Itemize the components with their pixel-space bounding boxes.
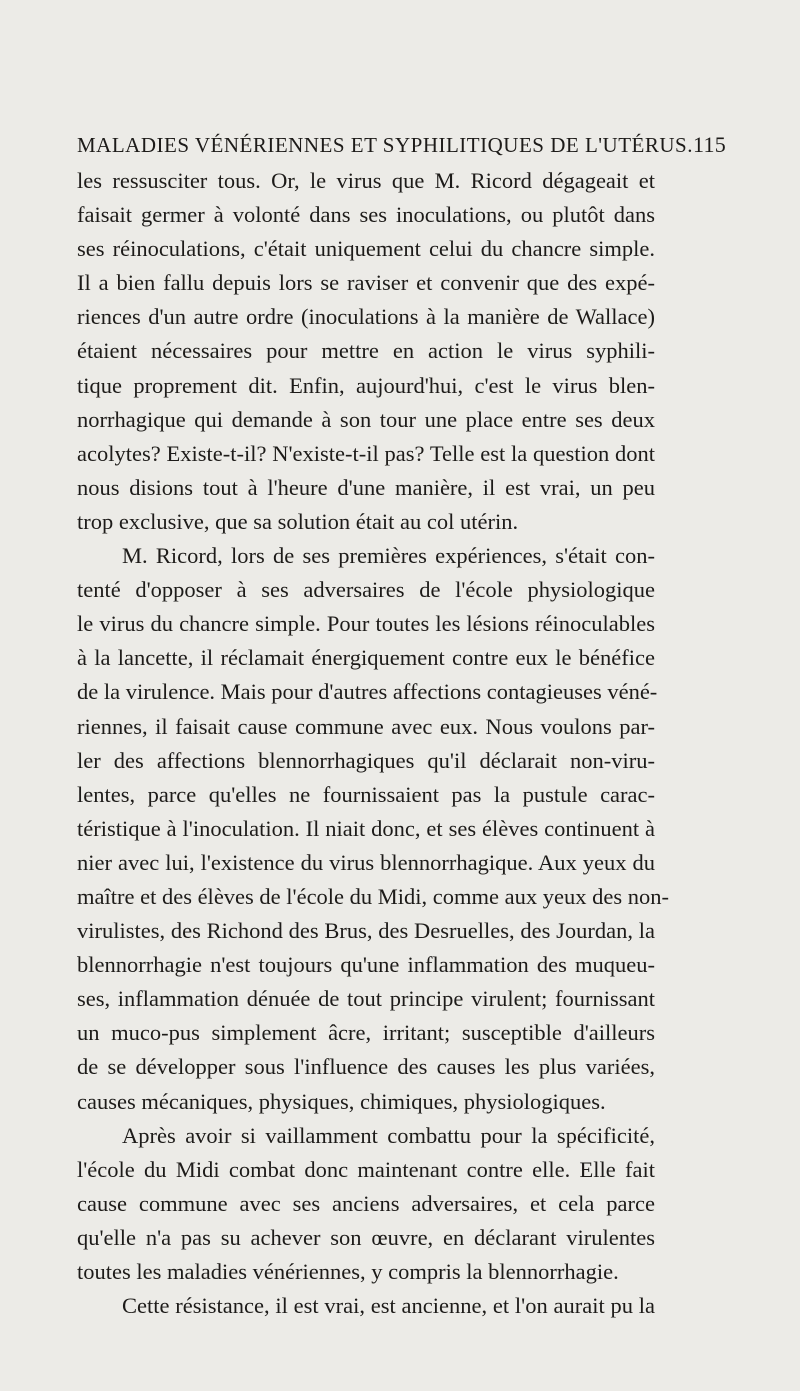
text-line: l'école du Midi combat donc maintenant contre elle. Elle fait	[77, 1156, 655, 1182]
text-line: à la lancette, il réclamait énergiquement contre eux le bénéfice	[77, 645, 655, 671]
text-line: riences d'un autre ordre (inoculations à la manière de Wallace)	[77, 304, 655, 330]
running-title: MALADIES VÉNÉRIENNES ET SYPHILITIQUES DE L'UTÉRUS.	[77, 133, 693, 157]
text-line: les ressusciter tous. Or, le virus que M. Ricord dégageait et	[77, 168, 655, 193]
text-line: étaient nécessaires pour mettre en action le virus syphili-	[77, 338, 655, 364]
text-line: toutes les maladies vénériennes, y compris la blennorrhagie.	[77, 1259, 619, 1284]
body-text	[77, 164, 669, 1323]
text-line: lentes, parce qu'elles ne fournissaient pas la pustule carac-	[77, 781, 655, 807]
text-line: de la virulence. Mais pour d'autres affections contagieuses véné-	[77, 679, 658, 705]
text-line: tenté d'opposer à ses adversaires de l'école physiologique	[77, 577, 655, 603]
text-line: ses, inflammation dénuée de tout principe virulent; fournissant	[77, 986, 655, 1012]
text-line: faisait germer à volonté dans ses inoculations, ou plutôt dans	[77, 202, 655, 228]
text-line: nier avec lui, l'existence du virus blennorrhagique. Aux yeux du	[77, 849, 655, 875]
text-line: le virus du chancre simple. Pour toutes les lésions réinoculables	[77, 611, 655, 637]
text-line: Après avoir si vaillamment combattu pour la spécificité,	[122, 1122, 655, 1148]
text-line: M. Ricord, lors de ses premières expériences, s'était con-	[122, 543, 655, 569]
text-line: un muco-pus simplement âcre, irritant; susceptible d'ailleurs	[77, 1020, 655, 1046]
text-line: norrhagique qui demande à son tour une place entre ses deux	[77, 406, 655, 432]
text-line: cause commune avec ses anciens adversaires, et cela parce	[77, 1190, 655, 1216]
text-line: acolytes? Existe-t-il? N'existe-t-il pas? Telle est la question dont	[77, 440, 655, 466]
running-header	[77, 132, 727, 158]
text-line: maître et des élèves de l'école du Midi, comme aux yeux des non-	[77, 883, 669, 909]
text-line: Il a bien fallu depuis lors se raviser et convenir que des expé-	[77, 270, 655, 296]
text-line: ses réinoculations, c'était uniquement celui du chancre simple.	[77, 236, 655, 262]
text-line: riennes, il faisait cause commune avec eux. Nous voulons par-	[77, 713, 655, 739]
page-number: 115	[692, 132, 727, 157]
text-line: nous disions tout à l'heure d'une manière, il est vrai, un peu	[77, 474, 655, 500]
text-line: virulistes, des Richond des Brus, des Desruelles, des Jourdan, la	[77, 918, 655, 944]
text-line: téristique à l'inoculation. Il niait donc, et ses élèves continuent à	[77, 815, 655, 841]
text-line: de se développer sous l'influence des causes les plus variées,	[77, 1054, 655, 1080]
text-line: blennorrhagie n'est toujours qu'une inflammation des muqueu-	[77, 952, 655, 978]
text-line: qu'elle n'a pas su achever son œuvre, en déclarant virulentes	[77, 1224, 655, 1250]
text-line: tique proprement dit. Enfin, aujourd'hui, c'est le virus blen-	[77, 372, 655, 398]
text-line: causes mécaniques, physiques, chimiques, physiologiques.	[77, 1088, 606, 1114]
text-line: trop exclusive, que sa solution était au col utérin.	[77, 508, 519, 534]
text-line: Cette résistance, il est vrai, est ancienne, et l'on aurait pu la	[122, 1293, 655, 1319]
text-line: ler des affections blennorrhagiques qu'il déclarait non-viru-	[77, 747, 655, 773]
